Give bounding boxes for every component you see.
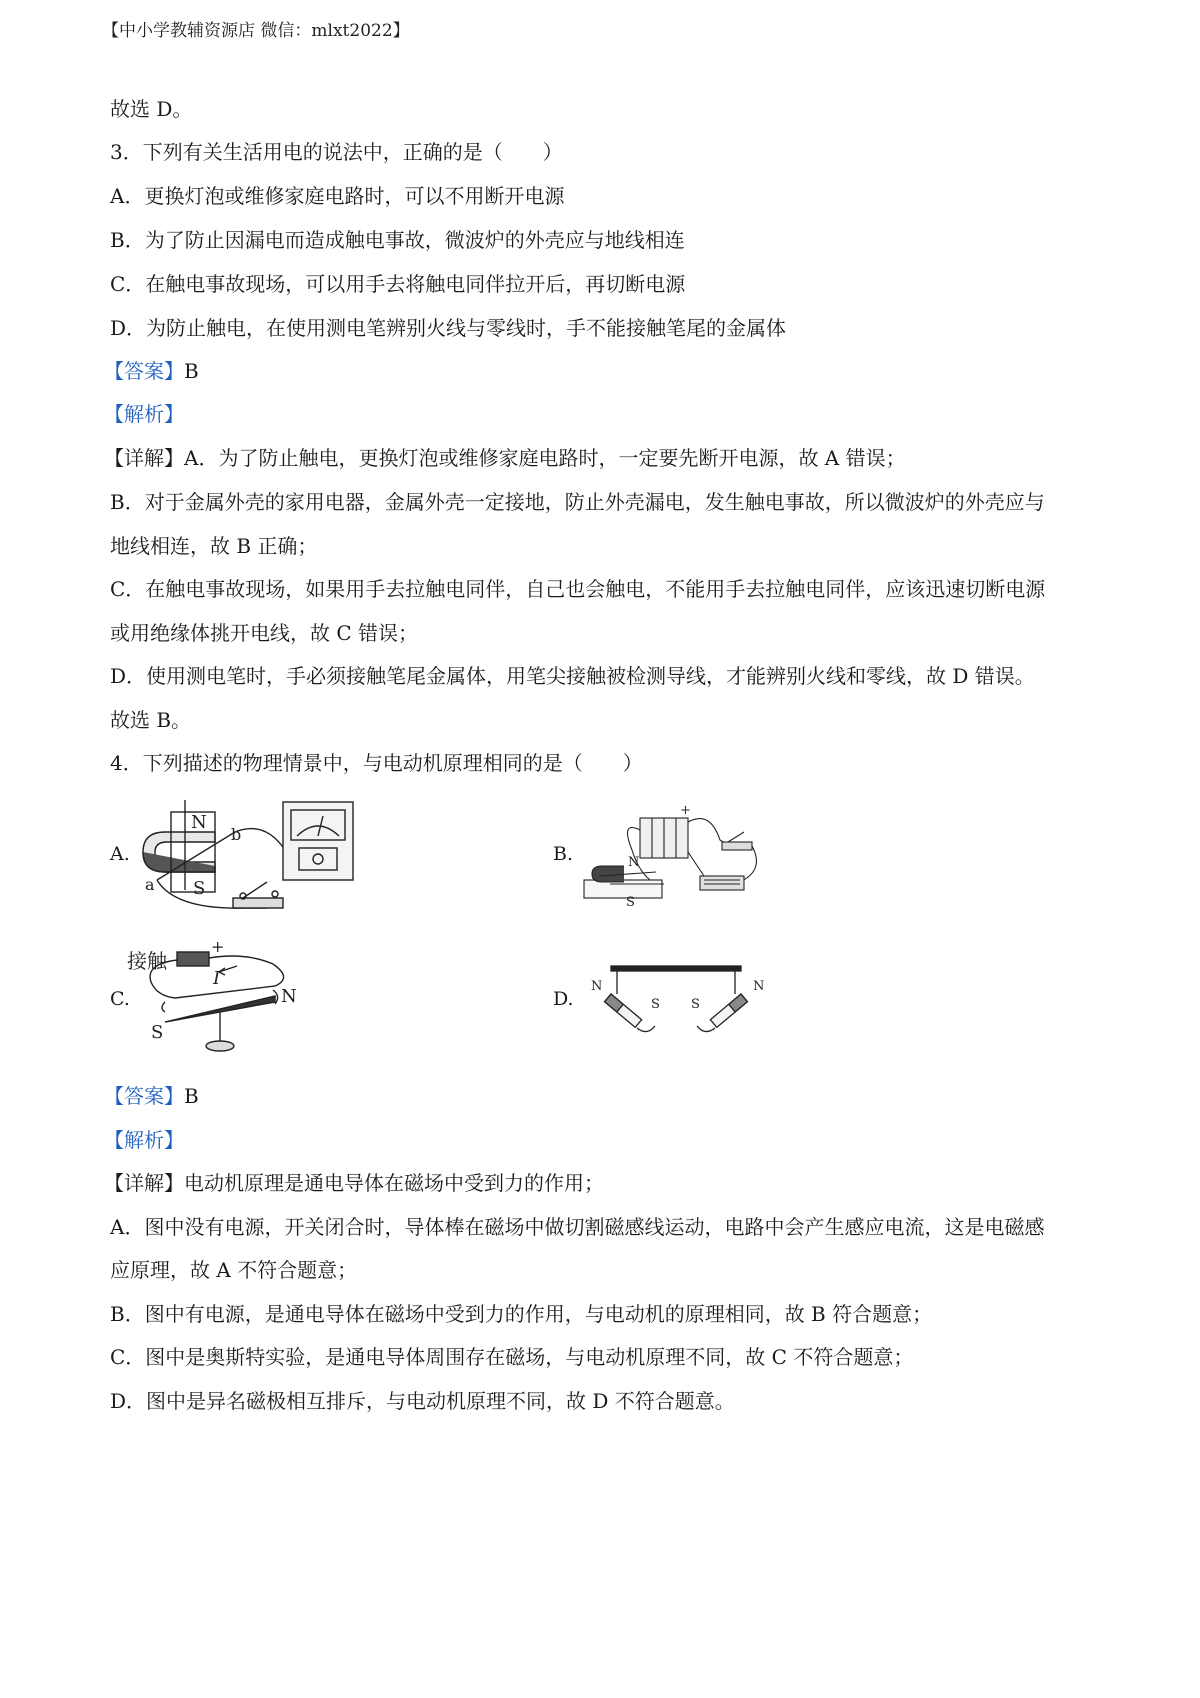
figure-a-n-label: N (191, 812, 207, 833)
q3-stem: 3．下列有关生活用电的说法中，正确的是（ ） (110, 140, 563, 164)
figure-a-label: A. (110, 843, 130, 865)
q3-option-b: B．为了防止因漏电而造成触电事故，微波炉的外壳应与地线相连 (110, 228, 685, 252)
q3-option-a: A．更换灯泡或维修家庭电路时，可以不用断开电源 (110, 184, 565, 208)
figure-d-magnets-experiment (585, 960, 770, 1040)
q4-analysis-tag: 【解析】 (104, 1128, 184, 1152)
figure-c-s-label: S (151, 1022, 164, 1043)
figure-c-oersted-experiment (125, 938, 310, 1058)
figure-c-plus-label: + (211, 938, 225, 956)
figure-d-s1-label: S (651, 997, 660, 1012)
q3-detail-line: 地线相连，故 B 正确； (110, 534, 318, 558)
figure-b-label: B. (553, 843, 574, 865)
figure-d-label: D. (553, 988, 574, 1010)
q3-detail-line: D．使用测电笔时，手必须接触笔尾金属体，用笔尖接触被检测导线，才能辨别火线和零线，故 D 错误。 (110, 664, 1035, 688)
figure-a-s-label: S (193, 878, 206, 899)
q4-answer-value: B (184, 1084, 199, 1108)
figure-c-touch-label: 接触 (127, 949, 167, 973)
figure-b-s-label: S (626, 895, 635, 910)
q2-conclusion: 故选 D。 (110, 97, 193, 121)
q3-answer-tag: 【答案】 (104, 359, 184, 383)
figure-d-s2-label: S (691, 997, 700, 1012)
q3-detail-line: C．在触电事故现场，如果用手去拉触电同伴，自己也会触电，不能用手去拉触电同伴，应该迅速切断电源 (110, 577, 1046, 601)
figure-d-n2-label: N (753, 979, 765, 994)
q3-answer (104, 357, 199, 385)
figure-c-current-label: I (213, 968, 221, 989)
figure-b-plus-label: + (680, 803, 691, 818)
q4-stem: 4．下列描述的物理情景中，与电动机原理相同的是（ ） (110, 751, 643, 775)
q4-detail-line: 应原理，故 A 不符合题意； (110, 1258, 358, 1282)
figure-c-label: C. (110, 988, 130, 1010)
q3-conclusion: 故选 B。 (110, 708, 192, 732)
q3-detail-line: 或用绝缘体挑开电线，故 C 错误； (110, 621, 419, 645)
q4-detail-line: A．图中没有电源，开关闭合时，导体棒在磁场中做切割磁感线运动，电路中会产生感应电流，这是电磁感 (110, 1215, 1045, 1239)
figure-a-b-label: b (231, 825, 242, 844)
q3-analysis-tag: 【解析】 (104, 402, 184, 426)
figure-c-n-label: N (281, 986, 297, 1007)
q4-detail-line: C．图中是奥斯特实验，是通电导体周围存在磁场，与电动机原理不同，故 C 不符合题意； (110, 1345, 914, 1369)
figure-a-a-label: a (145, 875, 155, 894)
page-header: 【中小学教辅资源店 微信：mlxt2022】 (102, 21, 410, 41)
q4-answer-tag: 【答案】 (104, 1084, 184, 1108)
figure-b-motor-experiment (580, 800, 765, 910)
figure-a-generator-experiment (135, 790, 395, 920)
q4-answer (104, 1082, 199, 1110)
q3-detail-line: 【详解】A．为了防止触电，更换灯泡或维修家庭电路时，一定要先断开电源，故 A 错误； (104, 446, 906, 470)
figure-b-n-label: N (628, 855, 640, 870)
q3-option-d: D．为防止触电，在使用测电笔辨别火线与零线时，手不能接触笔尾的金属体 (110, 316, 787, 340)
q4-detail-line: B．图中有电源，是通电导体在磁场中受到力的作用，与电动机的原理相同，故 B 符合题意； (110, 1302, 933, 1326)
q4-detail-line: 【详解】电动机原理是通电导体在磁场中受到力的作用； (104, 1171, 604, 1195)
q3-detail-line: B．对于金属外壳的家用电器，金属外壳一定接地，防止外壳漏电，发生触电事故，所以微波炉的外壳应与 (110, 490, 1045, 514)
figure-d-n1-label: N (591, 979, 603, 994)
q3-option-c: C．在触电事故现场，可以用手去将触电同伴拉开后，再切断电源 (110, 272, 686, 296)
q4-detail-line: D．图中是异名磁极相互排斥，与电动机原理不同，故 D 不符合题意。 (110, 1389, 735, 1413)
q3-answer-value: B (184, 359, 199, 383)
